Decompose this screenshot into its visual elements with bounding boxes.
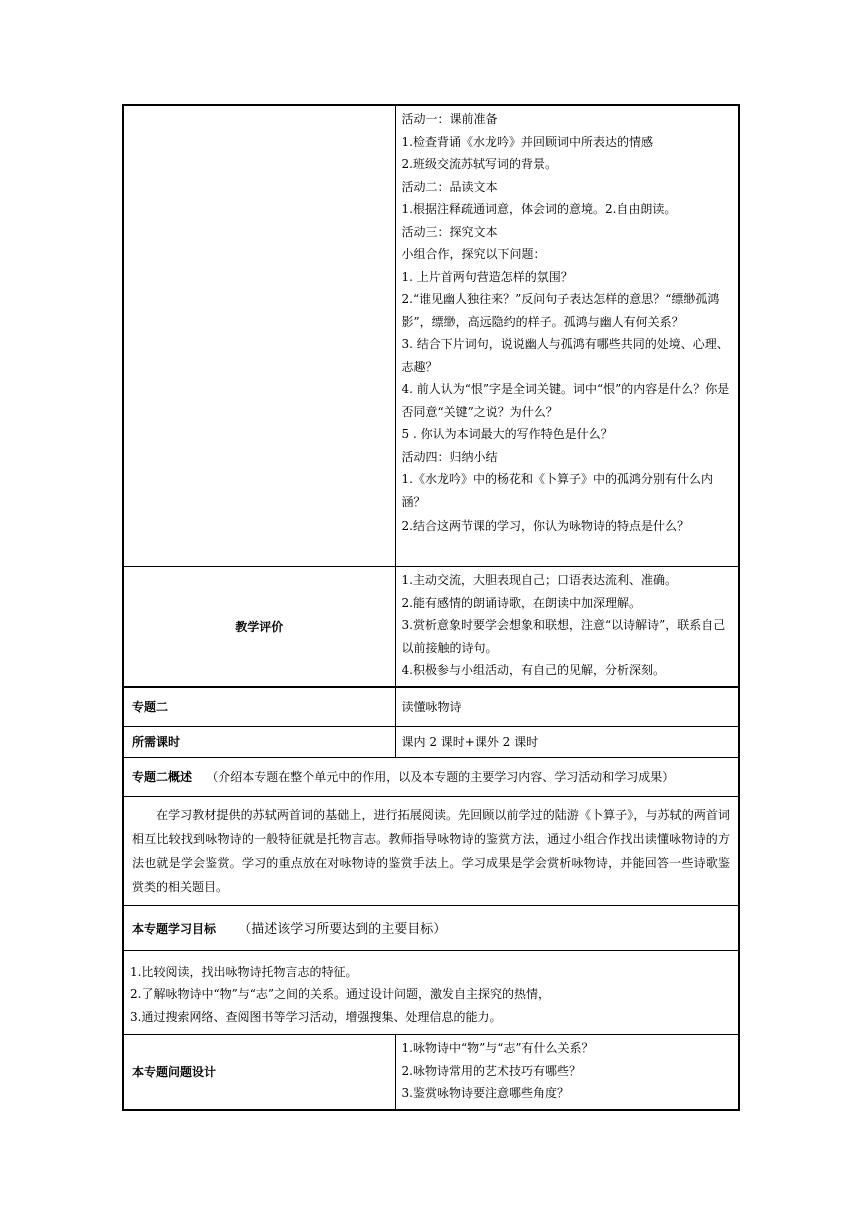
goals-label: 本专题学习目标 [132,922,217,936]
hours-value: 课内 2 课时+课外 2 课时 [395,726,739,757]
evaluation-item: 2.能有感情的朗诵诗歌，在朗读中加深理解。 [401,595,641,610]
goal-item: 2.了解咏物诗中“物”与“志”之间的关系。通过设计问题，激发自主探究的热情， [130,987,550,1001]
overview-note: （介绍本专题在整个单元中的作用，以及本专题的主要学习内容、学习活动和学习成果） [206,770,675,784]
overview-text-cell [123,796,739,905]
topic2-value: 读懂咏物诗 [395,687,739,727]
goals-header-row [123,905,739,950]
topic2-label: 专题二 [123,687,395,727]
activity-line: 4. 前人认为“恨”字是全词关键。词中“恨”的内容是什么？你是否同意“关键”之说？为什么？ [401,382,730,419]
question-item: 2.咏物诗常用的艺术技巧有哪些？ [401,1063,581,1078]
hours-row [123,726,739,757]
question-item: 1.咏物诗中“物”与“志”有什么关系？ [401,1041,594,1055]
activity-line: 2.班级交流苏轼写词的背景。 [401,157,557,171]
activity-line: 3. 结合下片词句，说说幽人与孤鸿有哪些共同的处境、心理、志趣？ [401,337,729,374]
evaluation-label: 教学评价 [123,567,395,687]
activity-line: 1.《水龙吟》中的杨花和《卜算子》中的孤鸿分别有什么内涵？ [401,472,713,509]
questions-cell [395,1035,739,1110]
activity-line: 活动二：品读文本 [401,179,498,194]
overview-header-row [123,757,739,796]
evaluation-item: 4.积极参与小组活动，有自己的见解，分析深刻。 [401,663,665,677]
question-item: 3.鉴赏咏物诗要注意哪些角度？ [401,1086,569,1100]
questions-label: 本专题问题设计 [123,1035,395,1110]
activities-label-cell [123,105,395,567]
overview-text: 在学习教材提供的苏轼两首词的基础上，进行拓展阅读。先回顾以前学过的陆游《卜算子》，与苏轼的两首词相互比较找到咏物诗的一般特征就是托物言志。教师指导咏物诗的鉴赏方法，通过小组合作找出读懂咏物诗的方法也就是学会鉴赏。学习的重点放在对咏物诗的鉴赏手法上。学习成果是学会赏析咏物诗，并能回答一些诗歌鉴赏类的相关题目。 [132,807,730,894]
hours-label: 所需课时 [123,726,395,757]
questions-row [123,1035,739,1110]
activity-line: 小组合作，探究以下问题： [401,247,546,261]
goals-header [123,905,739,950]
goals-note: （描述该学习所要达到的主要目标） [238,922,447,937]
lesson-plan-table [122,104,740,1111]
activity-line: 1.根据注释疏通词意，体会词的意境。2.自由朗读。 [401,202,677,216]
activity-line: 活动一：课前准备 [401,112,498,126]
activity-line: 1.检查背诵《水龙吟》并回顾词中所表达的情感 [401,134,653,149]
evaluation-row [123,567,739,687]
activity-line: 2.“谁见幽人独往来？”反问句子表达怎样的意思？“缥缈孤鸿影”，缥缈，高远隐约的样子。孤鸿与幽人有何关系？ [401,292,720,329]
activity-line: 活动三：探究文本 [401,224,498,239]
goal-item: 1.比较阅读，找出咏物诗托物言志的特征。 [130,964,358,979]
evaluation-item: 3.赏析意象时要学会想象和联想，注意“以诗解诗”，联系自己以前接触的诗句。 [401,618,726,655]
evaluation-cell [395,567,739,687]
overview-label: 专题二概述 [132,770,193,784]
activity-line: 2.结合这两节课的学习，你认为咏物诗的特点是什么？ [401,519,689,533]
activity-line: 1. 上片首两句营造怎样的氛围？ [401,269,573,284]
activities-row [123,105,739,567]
overview-header [123,757,739,796]
activity-line: 活动四：归纳小结 [401,449,498,464]
goals-list-cell [123,950,739,1035]
topic2-row [123,687,739,727]
evaluation-item: 1.主动交流，大胆表现自己；口语表达流利、准确。 [401,573,677,587]
goals-list-row [123,950,739,1035]
lesson-plan-page [122,104,738,1111]
goal-item: 3.通过搜索网络、查阅图书等学习活动，增强搜集、处理信息的能力。 [130,1009,502,1024]
activity-line: 5 . 你认为本词最大的写作特色是什么？ [401,427,613,441]
activities-cell [395,105,739,567]
overview-text-row [123,796,739,905]
